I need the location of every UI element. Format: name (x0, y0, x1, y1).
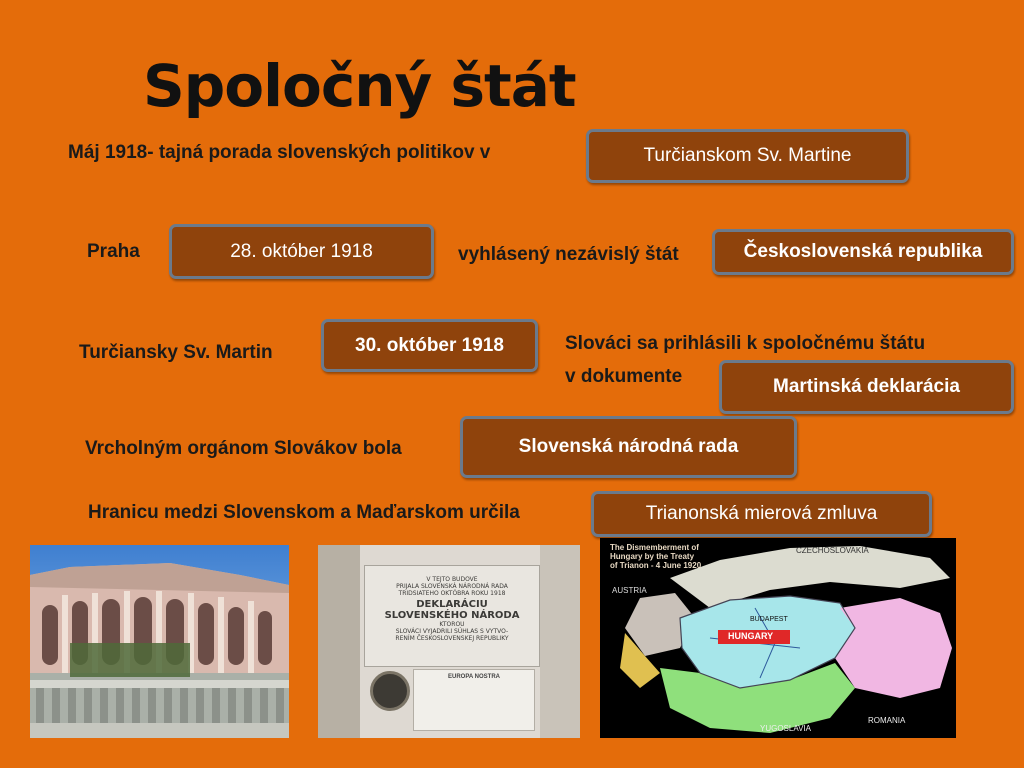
map-label-yugoslavia: YUGOSLAVIA (760, 724, 811, 733)
answer-box-30-oktober[interactable]: 30. október 1918 (321, 319, 538, 372)
row2-text-stat: vyhlásený nezávislý štát (458, 244, 679, 265)
plaque-panel (364, 565, 540, 667)
row3-text-dokumente: v dokumente (565, 366, 683, 387)
plaque-photo (318, 545, 580, 738)
plaque-line: PRIJALA SLOVENSKÁ NÁRODNÁ RADA (396, 583, 508, 590)
trianon-map (600, 538, 956, 738)
palace-photo (30, 545, 289, 738)
map-label-romania: ROMANIA (868, 716, 906, 725)
map-label-czechoslovakia: CZECHOSLOVAKIA (796, 546, 869, 555)
answer-box-deklaracia[interactable]: Martinská deklarácia (719, 360, 1014, 414)
sign-text: EUROPA NOSTRA (447, 674, 500, 680)
plaque-line: TRIDSIATEHO OKTÓBRA ROKU 1918 (398, 590, 506, 597)
plaque-line: DEKLARÁCIU (416, 599, 488, 610)
answer-box-28-oktober[interactable]: 28. október 1918 (169, 224, 434, 279)
map-label-budapest: BUDAPEST (750, 616, 788, 623)
map-caption (610, 543, 701, 570)
answer-box-trianon[interactable]: Trianonská mierová zmluva (591, 491, 932, 537)
row3-text-martin: Turčiansky Sv. Martin (79, 342, 273, 363)
answer-box-martine[interactable]: Turčianskom Sv. Martine (586, 129, 909, 183)
row5-text: Hranicu medzi Slovenskom a Maďarskom určila (88, 502, 520, 523)
slide-title: Spoločný štát (143, 52, 576, 120)
answer-box-snr[interactable]: Slovenská národná rada (460, 416, 797, 478)
row2-text-praha: Praha (87, 241, 140, 262)
map-label-austria: AUSTRIA (612, 586, 647, 595)
answer-box-csr[interactable]: Československá republika (712, 229, 1014, 275)
europa-nostra-sign (413, 669, 535, 731)
plaque-line: V TEJTO BUDOVE (426, 576, 478, 583)
row1-text: Máj 1918- tajná porada slovenských politikov v (68, 142, 491, 163)
plaque-line: RENÍM ČESKOSLOVENSKEJ REPUBLIKY (395, 635, 509, 642)
map-caption-line: of Trianon - 4 June 1920 (610, 561, 702, 570)
medallion-icon (370, 671, 410, 711)
map-label-hungary: HUNGARY (728, 631, 774, 641)
plaque-line: SLOVENSKÉHO NÁRODA (384, 610, 520, 621)
plaque-line: SLOVÁCI VYJADRILI SÚHLAS S VYTVO- (395, 628, 509, 635)
map-caption-line: Hungary by the Treaty (610, 552, 695, 561)
plaque-line: KTOROU (439, 621, 465, 628)
map-caption-line: The Dismemberment of (610, 543, 699, 552)
row4-text: Vrcholným orgánom Slovákov bola (85, 438, 402, 459)
row3-text-prihlasili: Slováci sa prihlásili k spoločnému štátu (565, 333, 926, 354)
